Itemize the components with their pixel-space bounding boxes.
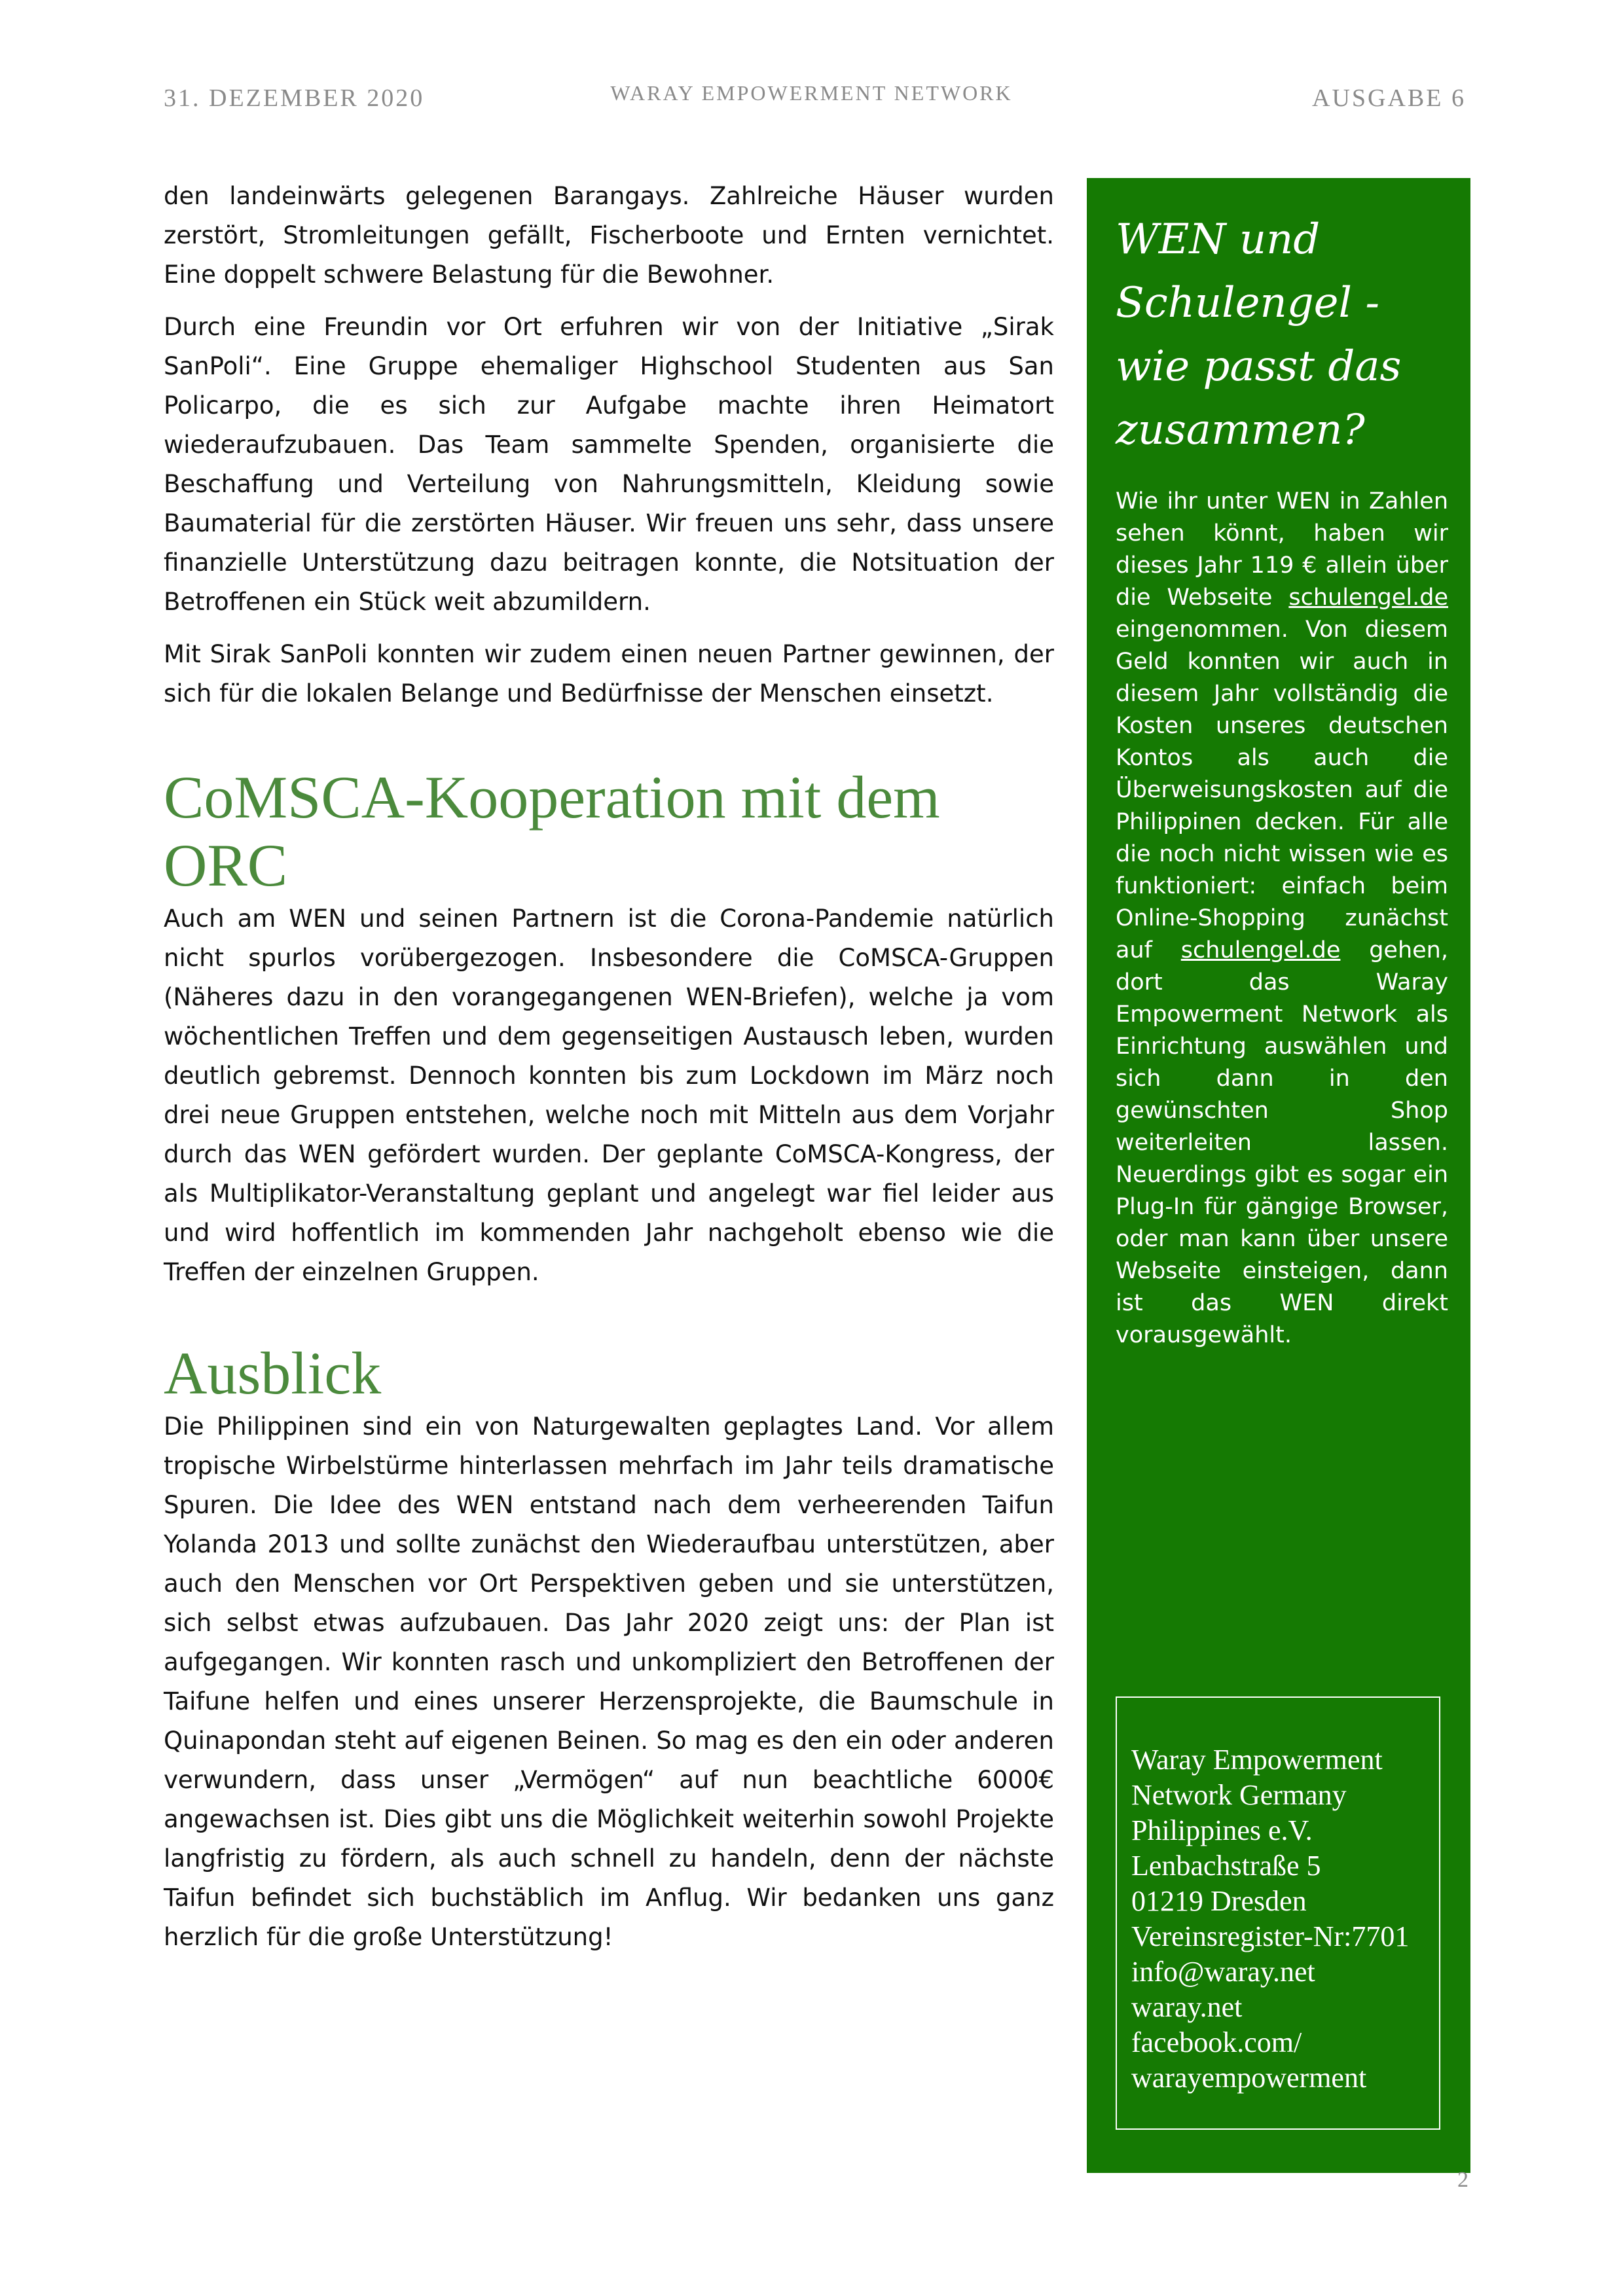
contact-email[interactable]: info@waray.net (1131, 1956, 1315, 1988)
section-heading-comsca: CoMSCA-Kooperation mit dem ORC (164, 764, 940, 899)
sidebar-title: WEN und Schulengel - wie passt das zusammen? (1116, 215, 1402, 454)
issue-date: 31. DEZEMBER 2020 (164, 84, 425, 112)
contact-register-number: Vereinsregister-Nr:7701 (1131, 1920, 1410, 1952)
sidebar-text-part-3: gehen, dort das Waray Empowerment Network als Einrichtung auswählen und sich dann in den gewünschten Shop weiterleiten lassen. Neuerdings gibt es sogar ein Plug-In für gängige Browser, oder man kann über unsere Webseite einsteigen, dann ist das WEN direkt vorausgewählt. (1116, 937, 1448, 1348)
schulengel-link-2[interactable]: schulengel.de (1180, 937, 1341, 963)
sidebar-text-part-1: Wie ihr unter WEN in Zahlen sehen könnt, haben wir dieses Jahr 119 € allein über die Webseite (1116, 488, 1448, 611)
sidebar-box (1087, 178, 1470, 2173)
paragraph-intro-3: Mit Sirak SanPoli konnten wir zudem einen neuen Partner gewinnen, der sich für die lokalen Belange und Bedürfnisse der Menschen einsetzt. (164, 640, 1054, 708)
paragraph-ausblick: Die Philippinen sind ein von Naturgewalten geplagtes Land. Vor allem tropische Wirbelstürme hinterlassen mehrfach im Jahr teils dramatische Spuren. Die Idee des WEN entstand nach dem verheerenden Taifun Yolanda 2013 und sollte zunächst den Wiederaufbau unterstützen, aber auch den Menschen vor Ort Perspektiven geben und sie unterstützen, sich selbst etwas aufzubauen. Das Jahr 2020 zeigt uns: der Plan ist aufgegangen. Wir konnten rasch und unkompliziert den Betroffenen der Taifune helfen und eines unserer Herzensprojekte, die Baumschule in Quinapondan steht auf eigenen Beinen. So mag es den ein oder anderen verwundern, dass unser „Vermögen“ auf nun beachtliche 6000€ angewachsen ist. Dies gibt uns die Möglichkeit weiterhin sowohl Projekte langfristig zu fördern, als auch schnell zu handeln, denn der nächste Taifun befindet sich buchstäblich im Anflug. Wir bedanken uns ganz herzlich für die große Unterstützung! (164, 1412, 1054, 1951)
sidebar-text-part-2: eingenommen. Von diesem Geld konnten wir auch in diesem Jahr vollständig die Kosten unseres deutschen Kontos als auch die Überweisungskosten auf die Philippinen decken. Für alle die noch nicht wissen wie es funktioniert: einfach beim Online-Shopping zunächst auf (1116, 617, 1448, 963)
section-heading-ausblick: Ausblick (164, 1340, 382, 1407)
contact-box (1116, 1696, 1440, 2130)
contact-address-city: 01219 Dresden (1131, 1885, 1307, 1917)
contact-facebook-handle[interactable]: warayempowerment (1131, 2062, 1367, 2094)
schulengel-link[interactable]: schulengel.de (1288, 584, 1448, 611)
paragraph-intro-1: den landeinwärts gelegenen Barangays. Zahlreiche Häuser wurden zerstört, Stromleitungen gefällt, Fischerboote und Ernten vernichtet. Eine doppelt schwere Belastung für die Bewohner. (164, 182, 1054, 289)
contact-address-street: Lenbachstraße 5 (1131, 1850, 1321, 1882)
paragraph-intro-2: Durch eine Freundin vor Ort erfuhren wir von der Initiative „Sirak SanPoli“. Eine Gruppe ehemaliger Highschool Studenten aus San Policarpo, die es sich zur Aufgabe machte ihren Heimatort wiederaufzubauen. Das Team sammelte Spenden, organisierte die Beschaffung und Verteilung von Nahrungsmitteln, Kleidung sowie Baumaterial für die zerstörten Häuser. Wir freuen uns sehr, dass unsere finanzielle Unterstützung dazu beitragen konnte, die Notsituation der Betroffenen ein Stück weit abzumildern. (164, 313, 1054, 616)
contact-line: Philippines e.V. (1131, 1814, 1313, 1846)
main-column (164, 177, 1054, 1970)
contact-line: Network Germany (1131, 1779, 1347, 1811)
contact-website[interactable]: waray.net (1131, 1991, 1243, 2023)
issue-number: AUSGABE 6 (1312, 84, 1466, 112)
sidebar-text (1116, 486, 1448, 1352)
newsletter-name: WARAY EMPOWERMENT NETWORK (610, 81, 1013, 105)
contact-facebook[interactable]: facebook.com/ (1131, 2026, 1302, 2058)
paragraph-comsca: Auch am WEN und seinen Partnern ist die Corona-Pandemie natürlich nicht spurlos vorübergezogen. Insbesondere die CoMSCA-Gruppen (Näheres dazu in den vorangegangenen WEN-Briefen), welche ja vom wöchentlichen Treffen und dem gegenseitigen Austausch leben, wurden deutlich gebremst. Dennoch konnten bis zum Lockdown im März noch drei neue Gruppen entstehen, welche noch mit Mitteln aus dem Vorjahr durch das WEN gefördert wurden. Der geplante CoMSCA-Kongress, der als Multiplikator-Veranstaltung geplant und angelegt war fiel leider aus und wird hoffentlich im kommenden Jahr nachgeholt ebenso wie die Treffen der einzelnen Gruppen. (164, 905, 1054, 1286)
page-number: 2 (1457, 2168, 1468, 2192)
contact-line: Waray Empowerment (1131, 1744, 1383, 1776)
